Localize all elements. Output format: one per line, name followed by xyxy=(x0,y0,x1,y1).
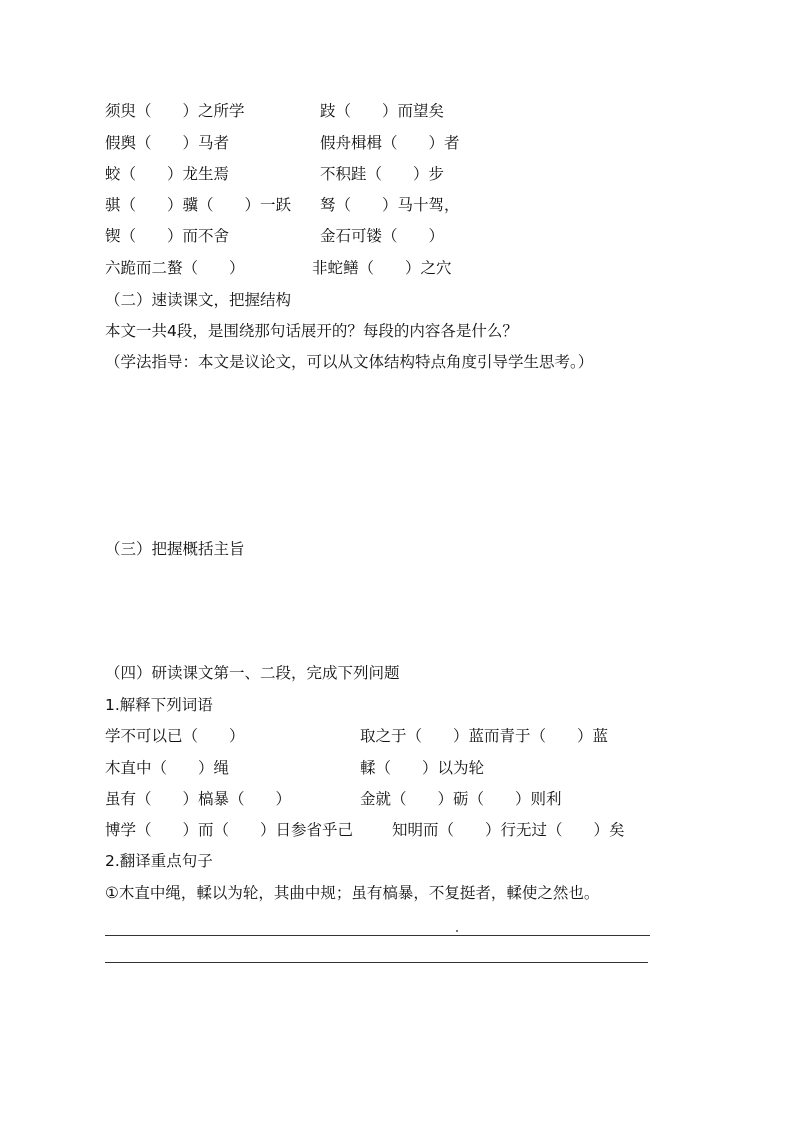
question-text: 本文一共4段，是围绕那句话展开的？每段的内容各是什么？ xyxy=(105,322,518,340)
answer-line[interactable] xyxy=(105,935,650,936)
vocab-item: 虽有（ ）槁暴（ ） xyxy=(105,790,292,808)
vocab-item: 驽（ ）马十驾， xyxy=(320,196,460,214)
vocab-item: 金就（ ）砺（ ）则利 xyxy=(360,790,562,808)
vocab-item: 木直中（ ）绳 xyxy=(105,759,230,777)
vocab-item: 跂（ ）而望矣 xyxy=(320,102,445,120)
vocab-item: 知明而（ ）行无过（ ）矣 xyxy=(392,821,625,839)
vocab-item: 骐（ ）骥（ ）一跃 xyxy=(105,196,292,214)
vocab-item: 锲（ ）而不舍 xyxy=(105,227,230,245)
vocab-item: 不积跬（ ）步 xyxy=(320,165,445,183)
vocab-item: 六跪而二螯（ ） xyxy=(105,259,245,277)
vocab-item: 非蛇鳝（ ）之穴 xyxy=(312,259,452,277)
section-heading: （二）速读课文，把握结构 xyxy=(105,291,292,309)
vocab-item: 取之于（ ）蓝而青于（ ）蓝 xyxy=(360,727,609,745)
vocab-item: 蛟（ ）龙生焉 xyxy=(105,165,230,183)
vocab-item: 假舆（ ）马者 xyxy=(105,134,230,152)
vocab-item: 輮（ ）以为轮 xyxy=(360,759,485,777)
section-heading: （四）研读课文第一、二段，完成下列问题 xyxy=(105,664,400,682)
section-heading: （三）把握概括主旨 xyxy=(105,540,245,558)
vocab-item: 博学（ ）而（ ）日参省乎己 xyxy=(105,821,354,839)
guide-text: （学法指导：本文是议论文，可以从文体结构特点角度引导学生思考。） xyxy=(105,353,594,371)
stray-dot xyxy=(456,930,458,932)
answer-line[interactable] xyxy=(105,962,648,963)
subsection-heading: 2.翻译重点句子 xyxy=(105,852,213,870)
vocab-item: 假舟楫楫（ ）者 xyxy=(320,134,460,152)
vocab-item: 学不可以已（ ） xyxy=(105,727,245,745)
subsection-heading: 1.解释下列词语 xyxy=(105,696,213,714)
translate-sentence: ①木直中绳，輮以为轮，其曲中规；虽有槁暴，不复挺者，輮使之然也。 xyxy=(105,884,600,902)
vocab-item: 金石可镂（ ） xyxy=(320,227,445,245)
vocab-item: 须臾（ ）之所学 xyxy=(105,102,245,120)
